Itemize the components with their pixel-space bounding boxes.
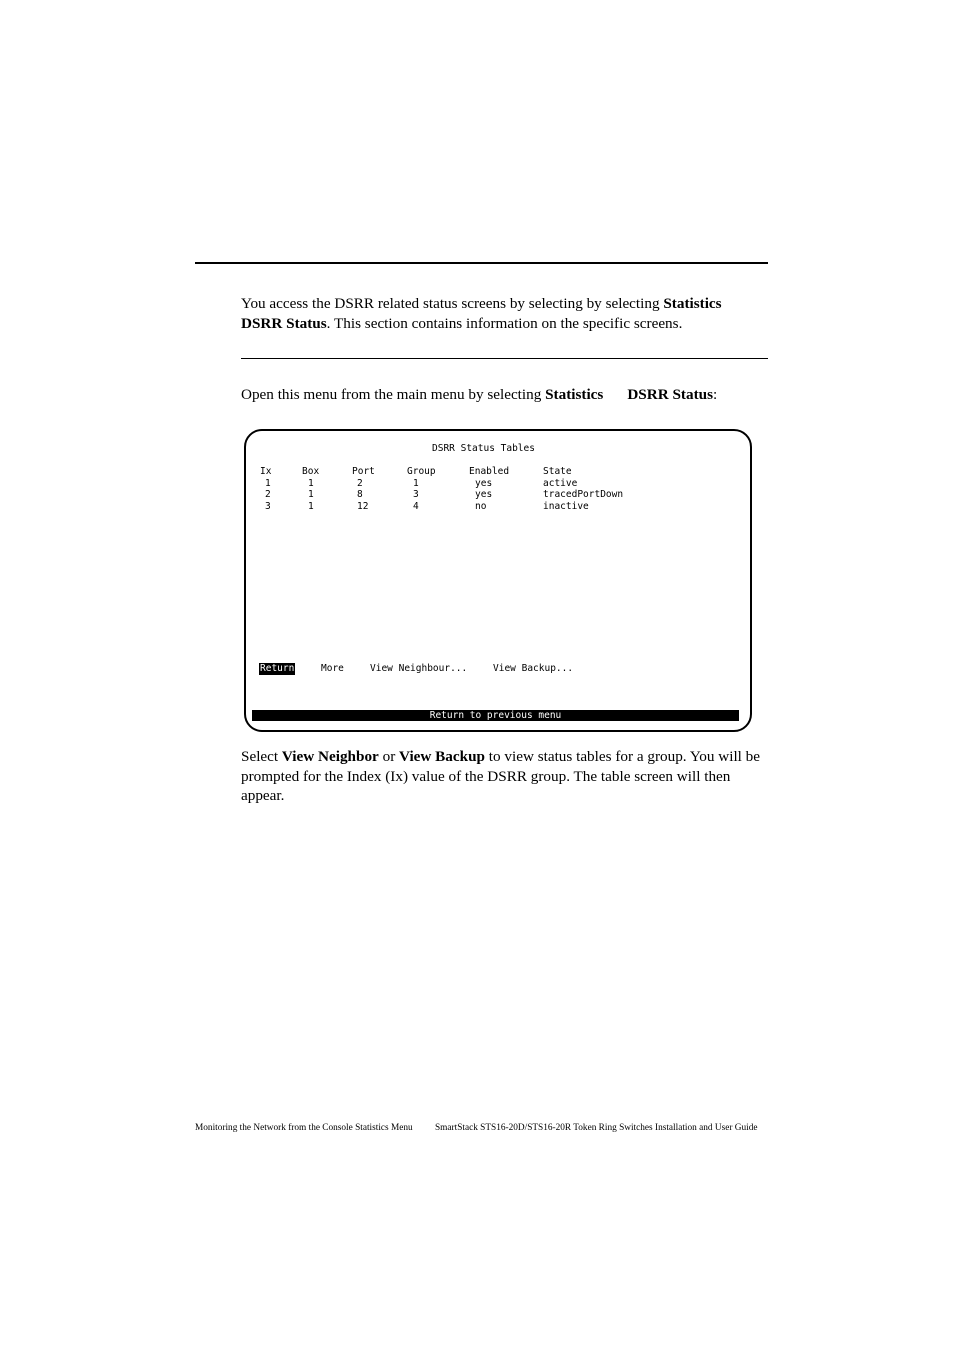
cell-group: 3 (413, 489, 419, 501)
table-row (246, 501, 750, 513)
intro-dsrr-status-term: DSRR Status (241, 314, 327, 332)
footer-chapter: Monitoring the Network from the Console Statistics Menu (195, 1123, 413, 1133)
cell-state: tracedPortDown (543, 489, 624, 501)
column-header-state: State (543, 466, 572, 477)
footer-book-title: SmartStack STS16-20D/STS16-20R Token Ring Switches Installation and User Guide (435, 1123, 758, 1133)
cell-box: 1 (308, 500, 314, 512)
followup-view-neighbor-term: View Neighbor (281, 748, 379, 765)
column-header-box: Box (302, 466, 320, 477)
column-header-port: Port (352, 466, 375, 477)
followup-view-backup-term: View Backup (399, 748, 485, 765)
column-header-ix: Ix (260, 466, 272, 477)
column-header-group: Group (407, 466, 436, 477)
instruction-statistics-term: Statistics (545, 386, 604, 403)
table-row (246, 478, 750, 490)
menu-instruction (241, 385, 768, 405)
cell-enabled: yes (475, 477, 493, 489)
cell-ix: 1 (265, 477, 271, 489)
more-menu-item[interactable]: More (321, 663, 344, 674)
cell-group: 1 (413, 477, 419, 489)
instruction-text: Open this menu from the main menu by selecting (241, 386, 546, 403)
table-row (246, 489, 750, 501)
followup-text: Select (241, 748, 282, 765)
column-header-enabled: Enabled (469, 466, 510, 477)
cell-box: 1 (308, 489, 314, 501)
status-line: Return to previous menu (252, 710, 739, 721)
console-title: DSRR Status Tables (432, 443, 535, 454)
section-rule (195, 262, 768, 264)
dsrr-status-table (246, 466, 750, 512)
instruction-colon: : (713, 386, 718, 403)
intro-text: You access the DSRR related status screens by selecting by selecting (241, 295, 664, 312)
console-screen (244, 429, 752, 732)
view-backup-menu-item[interactable]: View Backup... (493, 663, 574, 674)
cell-group: 4 (413, 500, 419, 512)
cell-port: 8 (357, 489, 363, 501)
followup-text-or: or (378, 748, 400, 765)
return-menu-item[interactable]: Return (260, 663, 295, 674)
cell-ix: 3 (265, 500, 271, 512)
instruction-dsrr-status-term: DSRR Status (627, 386, 713, 403)
cell-port: 12 (357, 500, 369, 512)
intro-statistics-term: Statistics (663, 295, 722, 312)
view-neighbour-menu-item[interactable]: View Neighbour... (370, 663, 468, 674)
cell-box: 1 (308, 477, 314, 489)
cell-state: inactive (543, 500, 589, 512)
cell-enabled: yes (475, 489, 493, 501)
intro-text-end: . This section contains information on the specific screens. (326, 314, 683, 332)
cell-enabled: no (475, 500, 487, 512)
cell-port: 2 (357, 477, 363, 489)
cell-ix: 2 (265, 489, 271, 501)
followup-text-end: to view status tables for a group. You will be prompted for the Index (Ix) value of the DSRR group. The table screen will then appear. (241, 748, 761, 804)
cell-state: active (543, 477, 578, 489)
table-header (246, 466, 750, 478)
intro-paragraph (241, 294, 761, 333)
subsection-rule (241, 358, 768, 359)
followup-paragraph (241, 747, 771, 806)
